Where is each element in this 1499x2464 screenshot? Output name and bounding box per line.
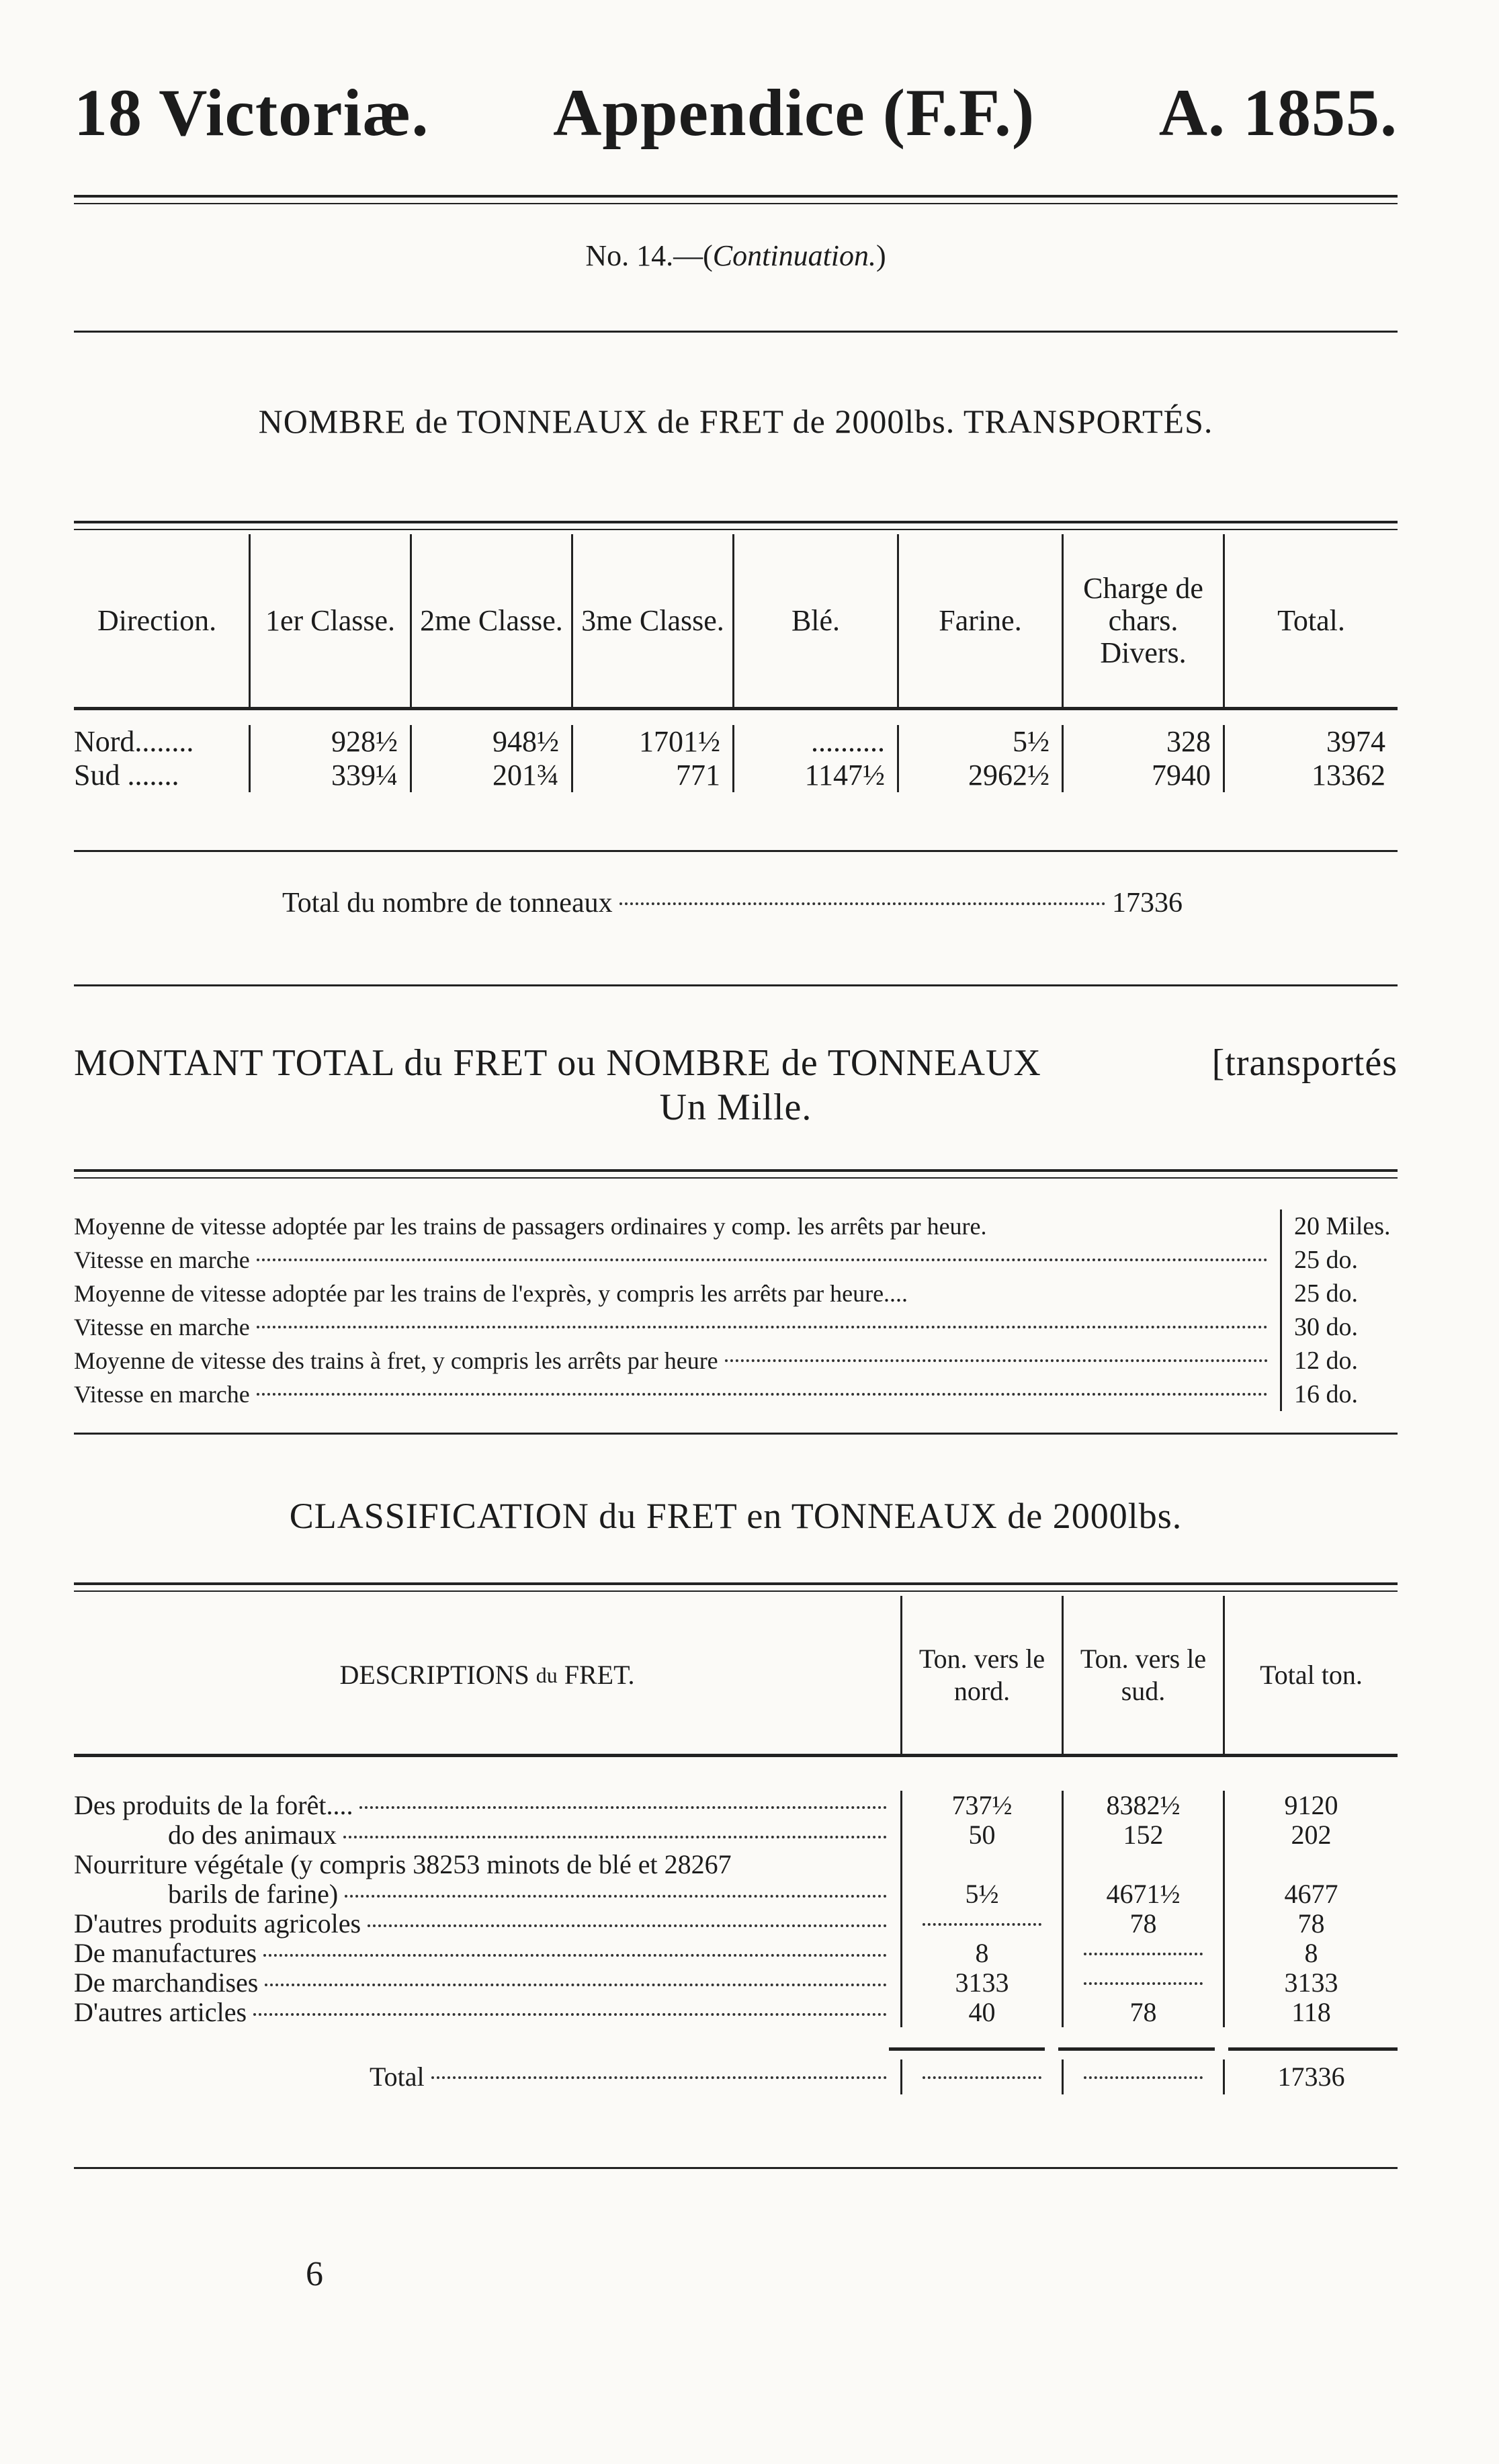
divider	[74, 984, 1398, 986]
col-classe-3: 3me Classe.	[571, 534, 732, 707]
leader-dots	[265, 1984, 887, 1986]
leader-dots	[253, 2013, 887, 2016]
north-cell: 8	[900, 1939, 1062, 1968]
total-rule	[74, 2047, 1398, 2054]
list-item	[74, 1209, 1398, 1243]
header-rule	[74, 195, 1398, 204]
col-classe-2: 2me Classe.	[410, 534, 571, 707]
col-south: Ton. vers le sud.	[1062, 1596, 1223, 1754]
north-total-cell	[900, 2059, 1062, 2094]
farine-cell: 5½	[897, 725, 1062, 759]
divers-cell: 328	[1062, 725, 1223, 759]
header-right: A. 1855.	[1158, 75, 1398, 150]
classification-table-header	[74, 1596, 1398, 1757]
speed-label: Vitesse en marche	[74, 1246, 250, 1273]
classification-table-body	[74, 1757, 1398, 2094]
col-direction: Direction.	[97, 603, 217, 637]
desc-header-c: FRET.	[564, 1659, 635, 1690]
classe2-cell: 948½	[410, 725, 571, 759]
empty-dots	[923, 2076, 1042, 2079]
total-cell	[1223, 1850, 1398, 1879]
leader-dots	[725, 1359, 1268, 1362]
south-cell: 8382½	[1062, 1791, 1223, 1820]
empty-dots	[1084, 1953, 1203, 1955]
desc-cell: do des animaux	[168, 1820, 337, 1850]
desc-cell: D'autres produits agricoles	[74, 1908, 361, 1939]
divider	[74, 331, 1398, 333]
north-cell: 50	[900, 1820, 1062, 1850]
table-row	[74, 725, 1398, 759]
leader-dots	[619, 902, 1105, 905]
mileage-title-main: MONTANT TOTAL du FRET ou NOMBRE de TONNEAUX	[74, 1042, 1041, 1084]
speeds-top-rule	[74, 1169, 1398, 1179]
south-cell: 78	[1062, 1909, 1223, 1939]
desc-cell: De manufactures	[74, 1938, 257, 1968]
tonnage-table-header	[74, 534, 1398, 710]
empty-dots	[923, 1923, 1042, 1926]
speed-label: Moyenne de vitesse adoptée par les trains de passagers ordinaires y comp. les arrêts par heure.	[74, 1213, 987, 1240]
speed-label: Moyenne de vitesse adoptée par les trains de l'exprès, y compris les arrêts par heure....	[74, 1280, 908, 1307]
tonnage-total-value: 17336	[1112, 888, 1183, 919]
desc-cell: Des produits de la forêt....	[74, 1790, 353, 1820]
header-center: Appendice (F.F.)	[553, 75, 1035, 150]
speed-label: Vitesse en marche	[74, 1381, 250, 1408]
total-cell: 3133	[1223, 1968, 1398, 1998]
mileage-title	[74, 1042, 1398, 1129]
speed-label: Vitesse en marche	[74, 1314, 250, 1341]
subheading-number: No. 14.—(	[585, 239, 713, 272]
south-cell: 4671½	[1062, 1879, 1223, 1909]
classe1-cell: 339¼	[249, 759, 410, 792]
running-header	[74, 74, 1398, 151]
south-cell	[1062, 1968, 1223, 1998]
col-total: Total.	[1223, 534, 1398, 707]
table-row	[74, 1939, 1398, 1968]
desc-cell: D'autres articles	[74, 1997, 247, 2027]
empty-dots	[1084, 2076, 1203, 2079]
desc-header-b: du	[536, 1662, 558, 1687]
table-bottom-rule	[74, 850, 1398, 852]
total-cell: 9120	[1223, 1791, 1398, 1820]
leader-dots	[368, 1924, 887, 1927]
south-cell: 152	[1062, 1820, 1223, 1850]
table-row	[74, 1820, 1398, 1850]
speed-value: 16 do.	[1280, 1377, 1398, 1411]
list-item	[74, 1377, 1398, 1411]
total-label: Total	[370, 2062, 425, 2092]
leader-dots	[431, 2076, 887, 2079]
leader-dots	[257, 1259, 1268, 1261]
table-row	[74, 1909, 1398, 1939]
leader-dots	[345, 1895, 887, 1898]
desc-cell: barils de farine)	[168, 1879, 339, 1909]
north-cell	[900, 1850, 1062, 1879]
leader-dots	[343, 1836, 887, 1838]
north-cell: 3133	[900, 1968, 1062, 1998]
classe2-cell: 201¾	[410, 759, 571, 792]
total-cell: 3974	[1223, 725, 1398, 759]
leader-dots	[263, 1954, 887, 1957]
col-total: Total ton.	[1223, 1596, 1398, 1754]
mileage-title-line2: Un Mille.	[659, 1087, 812, 1128]
total-row	[74, 2059, 1398, 2094]
total-cell: 202	[1223, 1820, 1398, 1850]
classe1-cell: 928½	[249, 725, 410, 759]
subheading-close: )	[876, 239, 886, 272]
north-cell	[900, 1909, 1062, 1939]
desc-cell: Nourriture végétale (y compris 38253 minots de blé et 28267	[74, 1849, 732, 1879]
speed-value: 20 Miles.	[1280, 1209, 1398, 1243]
tonnage-table	[74, 534, 1398, 792]
table-top-rule	[74, 1582, 1398, 1592]
ble-cell: ..........	[732, 725, 897, 759]
subheading-italic: Continuation.	[712, 239, 877, 272]
table-row	[74, 1850, 1398, 1879]
mileage-title-tail: [transportés	[1211, 1042, 1398, 1084]
desc-cell: De marchandises	[74, 1967, 259, 1998]
page-number: 6	[306, 2255, 323, 2293]
total-cell: 4677	[1223, 1879, 1398, 1909]
leader-dots	[257, 1326, 1268, 1328]
tonnage-total-label: Total du nombre de tonneaux	[282, 888, 613, 919]
tonnage-title: NOMBRE de TONNEAUX de FRET de 2000lbs. TRANSPORTÉS.	[258, 402, 1213, 440]
classification-table	[74, 1596, 1398, 2094]
total-cell: 8	[1223, 1939, 1398, 1968]
empty-dots	[1084, 1982, 1203, 1985]
list-item	[74, 1344, 1398, 1377]
subheading	[74, 239, 1398, 273]
total-cell: 118	[1223, 1998, 1398, 2027]
col-north: Ton. vers le nord.	[900, 1596, 1062, 1754]
speed-value: 12 do.	[1280, 1344, 1398, 1377]
table-row	[74, 1998, 1398, 2027]
classe3-cell: 1701½	[571, 725, 732, 759]
direction-cell: Sud .......	[74, 759, 179, 792]
leader-dots	[257, 1393, 1268, 1396]
desc-header-a: DESCRIPTIONS	[339, 1659, 529, 1690]
tonnage-table-body	[74, 710, 1398, 792]
total-cell: 78	[1223, 1909, 1398, 1939]
tonnage-total-line	[282, 887, 1183, 919]
classification-title: CLASSIFICATION du FRET en TONNEAUX de 2000lbs.	[289, 1496, 1183, 1536]
list-item	[74, 1277, 1398, 1310]
table-bottom-rule	[74, 2167, 1398, 2169]
farine-cell: 2962½	[897, 759, 1062, 792]
col-farine: Farine.	[897, 534, 1062, 707]
direction-cell: Nord........	[74, 725, 194, 758]
north-cell: 40	[900, 1998, 1062, 2027]
table-row	[74, 759, 1398, 792]
table-top-rule	[74, 521, 1398, 530]
classe3-cell: 771	[571, 759, 732, 792]
table-row	[74, 1791, 1398, 1820]
col-ble: Blé.	[732, 534, 897, 707]
leader-dots	[359, 1806, 887, 1809]
south-cell	[1062, 1939, 1223, 1968]
divers-cell: 7940	[1062, 759, 1223, 792]
list-item	[74, 1243, 1398, 1277]
grand-total-cell: 17336	[1223, 2059, 1398, 2094]
south-total-cell	[1062, 2059, 1223, 2094]
speed-value: 25 do.	[1280, 1243, 1398, 1277]
list-item	[74, 1310, 1398, 1344]
col-descriptions	[74, 1596, 900, 1754]
south-cell: 78	[1062, 1998, 1223, 2027]
speed-value: 30 do.	[1280, 1310, 1398, 1344]
table-row	[74, 1968, 1398, 1998]
speed-list	[74, 1209, 1398, 1411]
south-cell	[1062, 1850, 1223, 1879]
north-cell: 737½	[900, 1791, 1062, 1820]
col-divers: Charge de chars. Divers.	[1062, 534, 1223, 707]
header-left: 18 Victoriæ.	[74, 75, 429, 150]
speeds-bottom-rule	[74, 1433, 1398, 1435]
speed-value: 25 do.	[1280, 1277, 1398, 1310]
total-cell: 13362	[1223, 759, 1398, 792]
ble-cell: 1147½	[732, 759, 897, 792]
col-classe-1: 1er Classe.	[249, 534, 410, 707]
speed-label: Moyenne de vitesse des trains à fret, y compris les arrêts par heure	[74, 1347, 718, 1374]
table-row	[74, 1879, 1398, 1909]
north-cell: 5½	[900, 1879, 1062, 1909]
